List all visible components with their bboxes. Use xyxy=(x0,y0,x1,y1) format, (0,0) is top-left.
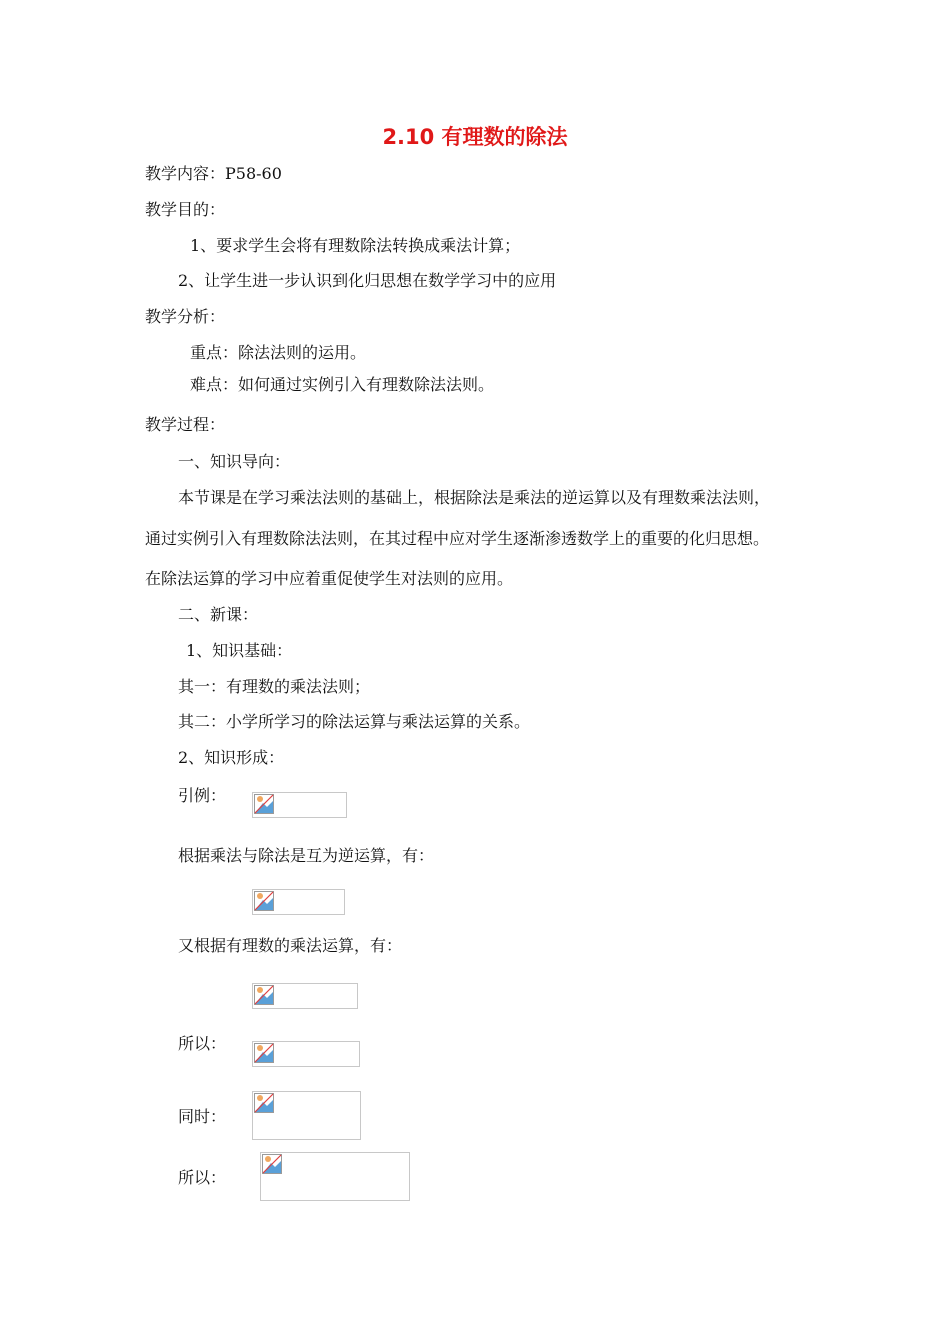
equation-image xyxy=(260,1152,410,1201)
section-heading-2: 二、新课： xyxy=(178,605,259,624)
equation-image xyxy=(252,983,358,1009)
broken-image-icon xyxy=(262,1154,282,1174)
subsection-heading-2: 2、知识形成： xyxy=(178,748,285,767)
broken-image-icon xyxy=(254,985,274,1005)
equation-image xyxy=(252,1091,361,1140)
therefore-label-2: 所以： xyxy=(178,1168,227,1187)
therefore-label-1: 所以： xyxy=(178,1034,227,1053)
broken-image-icon xyxy=(254,1093,274,1113)
key-point: 重点：除法法则的运用。 xyxy=(190,343,367,362)
broken-image-icon xyxy=(254,1043,274,1063)
goal-item-1: 1、要求学生会将有理数除法转换成乘法计算； xyxy=(190,236,521,255)
knowledge-basis-1: 其一：有理数的乘法法则； xyxy=(178,677,371,696)
process-heading: 教学过程： xyxy=(145,415,226,434)
example-label: 引例： xyxy=(178,786,227,805)
meanwhile-label: 同时： xyxy=(178,1107,227,1126)
teaching-goal-heading: 教学目的： xyxy=(145,200,226,219)
subsection-heading-1: 1、知识基础： xyxy=(186,641,293,660)
analysis-heading: 教学分析： xyxy=(145,307,226,326)
equation-image xyxy=(252,889,345,915)
equation-image xyxy=(252,1041,360,1067)
page-title: 2.10 有理数的除法 xyxy=(382,125,568,149)
paragraph-line: 在除法运算的学习中应着重促使学生对法则的应用。 xyxy=(145,569,514,588)
reason-line-1: 根据乘法与除法是互为逆运算，有： xyxy=(178,846,435,865)
reason-line-2: 又根据有理数的乘法运算，有： xyxy=(178,936,403,955)
section-heading-1: 一、知识导向： xyxy=(178,452,291,471)
difficulty-point: 难点：如何通过实例引入有理数除法法则。 xyxy=(190,375,495,394)
broken-image-icon xyxy=(254,891,274,911)
goal-item-2: 2、让学生进一步认识到化归思想在数学学习中的应用 xyxy=(178,271,557,290)
broken-image-icon xyxy=(254,794,274,814)
teaching-content: 教学内容：P58-60 xyxy=(145,164,282,183)
equation-image xyxy=(252,792,347,818)
knowledge-basis-2: 其二：小学所学习的除法运算与乘法运算的关系。 xyxy=(178,712,531,731)
paragraph-line: 本节课是在学习乘法法则的基础上，根据除法是乘法的逆运算以及有理数乘法法则， xyxy=(178,488,771,507)
paragraph-line: 通过实例引入有理数除法法则，在其过程中应对学生逐渐渗透数学上的重要的化归思想。 xyxy=(145,529,770,548)
